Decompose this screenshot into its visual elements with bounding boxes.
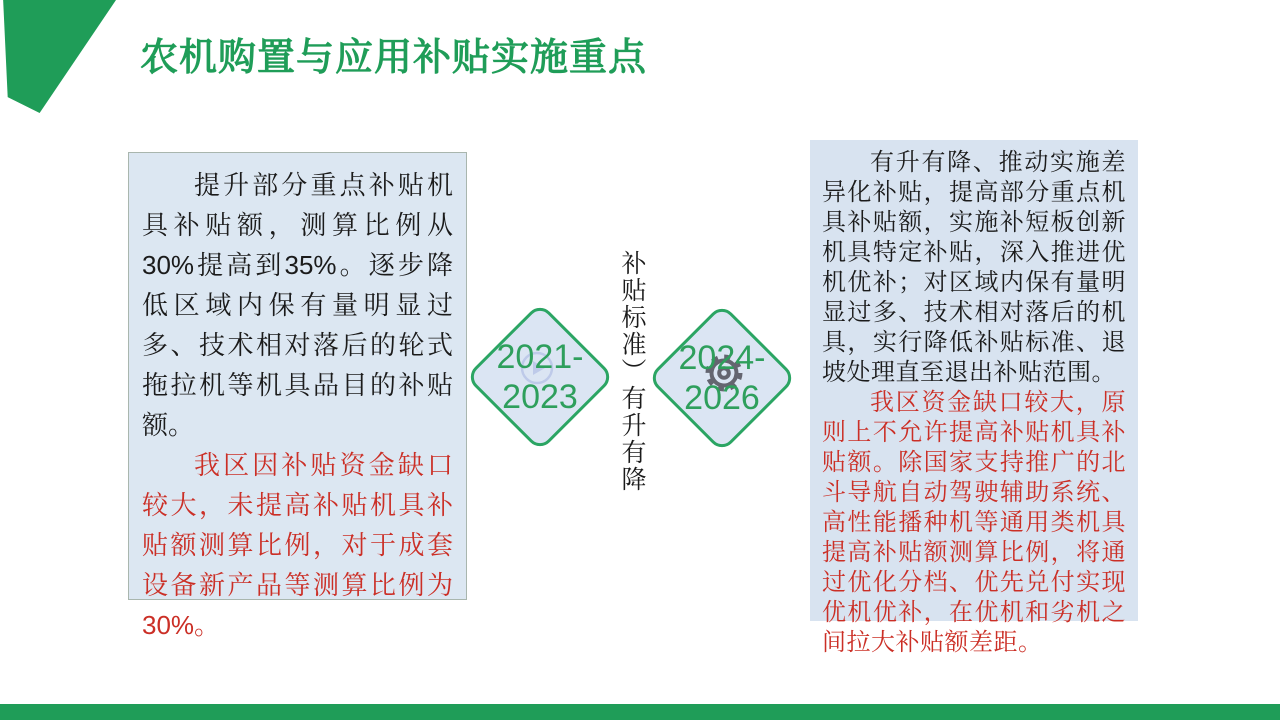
footer-accent-bar (0, 704, 1280, 720)
right-text-box (810, 140, 1138, 656)
diamond-year-label (647, 303, 797, 453)
year-line-1: 2024- (678, 339, 766, 377)
left-text-box (128, 152, 467, 640)
diamond-year-label (465, 302, 615, 452)
page-title: 农机购置与应用补贴实施重点 (140, 37, 648, 79)
right-box-red-paragraph: 我区资金缺口较大，原则上不允许提高补贴机具补贴额。除国家支持推广的北斗导航自动驾驶辅助系统、高性能播种机等通用类机具提高补贴额测算比例，将通过优化分档、优先兑付实现优机优补，在优机和劣机之间拉大补贴额差距。 (822, 389, 1126, 656)
timeline-diamond-2024-2026 (647, 303, 797, 453)
year-line-2: 2023 (502, 378, 578, 416)
vertical-caption: 补贴标准）有升有降 (618, 250, 647, 493)
left-box-black-paragraph: 提升部分重点补贴机具补贴额，测算比例从30%提高到35%。逐步降低区域内保有量明显过多、技术相对落后的轮式拖拉机等机具品目的补贴额。 (142, 170, 453, 440)
year-line-1: 2021- (496, 338, 584, 376)
corner-wedge-decoration (2, 0, 116, 113)
right-box-black-paragraph: 有升有降、推动实施差异化补贴，提高部分重点机具补贴额，实施补短板创新机具特定补贴，深入推进优机优补；对区域内保有量明显过多、技术相对落后的机具，实行降低补贴标准、退坡处理直至退出补贴范围。 (822, 149, 1126, 386)
year-line-2: 2026 (684, 379, 760, 417)
left-box-red-paragraph: 我区因补贴资金缺口较大，未提高补贴机具补贴额测算比例，对于成套设备新产品等测算比例为30%。 (142, 450, 453, 640)
timeline-diamond-2021-2023 (465, 302, 615, 452)
